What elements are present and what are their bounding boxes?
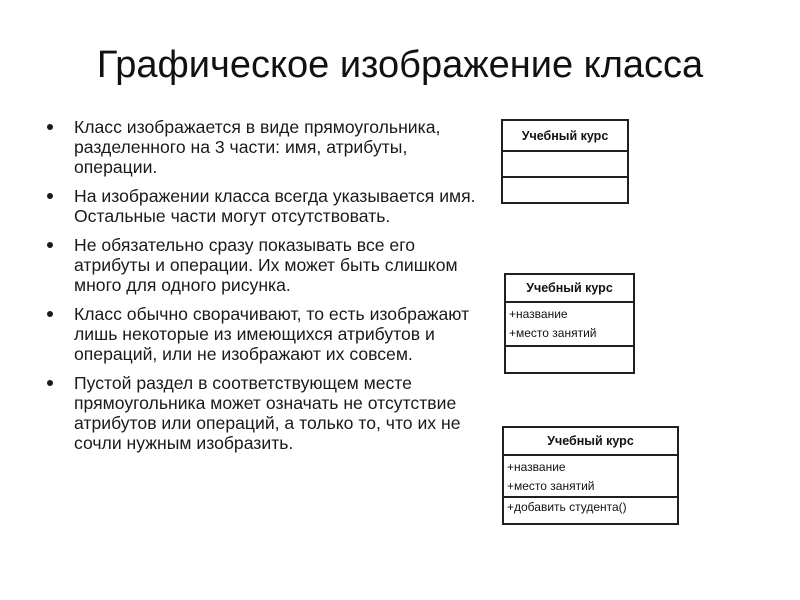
bullet-item [44, 304, 478, 364]
bullet-dot-icon [47, 124, 53, 130]
uml-attributes-section [503, 152, 627, 178]
uml-class-name: Учебный курс [503, 121, 627, 152]
uml-attribute: +название [509, 307, 568, 321]
uml-class-name: Учебный курс [506, 275, 633, 303]
bullet-text: На изображении класса всегда указывается имя. Остальные части могут отсутствовать. [74, 186, 476, 226]
uml-operations-section [503, 178, 627, 198]
uml-class-empty [501, 119, 629, 204]
uml-attributes-section [504, 456, 677, 498]
bullet-dot-icon [47, 242, 53, 248]
bullet-list [44, 117, 478, 462]
bullet-dot-icon [47, 193, 53, 199]
uml-class-attributes [504, 273, 635, 374]
bullet-item [44, 373, 478, 453]
bullet-item [44, 235, 478, 295]
bullet-text: Класс изображается в виде прямоугольника, разделенного на 3 части: имя, атрибуты, операции. [74, 117, 441, 177]
uml-attribute: +место занятий [509, 326, 597, 340]
bullet-item [44, 117, 478, 177]
uml-class-name: Учебный курс [504, 428, 677, 456]
bullet-item [44, 186, 478, 226]
uml-operations-section [504, 498, 677, 519]
bullet-text: Не обязательно сразу показывать все его атрибуты и операции. Их может быть слишком много для одного рисунка. [74, 235, 458, 295]
uml-class-full [502, 426, 679, 525]
bullet-dot-icon [47, 380, 53, 386]
slide-title: Графическое изображение класса [96, 44, 704, 86]
uml-operation: +добавить студента() [507, 500, 627, 514]
uml-attribute: +название [507, 460, 566, 474]
bullet-dot-icon [47, 311, 53, 317]
bullet-text: Пустой раздел в соответствующем месте прямоугольника может означать не отсутствие атрибутов или операций, а только то, что их не сочли нужным изобразить. [74, 373, 461, 453]
uml-attributes-section [506, 303, 633, 347]
uml-operations-section [506, 347, 633, 368]
uml-attribute: +место занятий [507, 479, 595, 493]
bullet-text: Класс обычно сворачивают, то есть изображают лишь некоторые из имеющихся атрибутов и операций, или не изображают их совсем. [74, 304, 470, 364]
